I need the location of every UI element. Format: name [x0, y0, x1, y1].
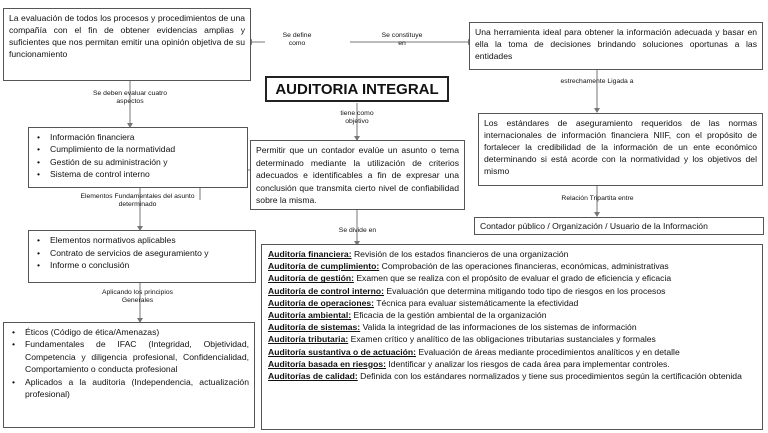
types-box: [261, 244, 763, 430]
type-term: Auditoría de control interno:: [268, 285, 385, 296]
type-desc: Examen que se realiza con el propósito de evaluar el grado de eficiencia y eficacia: [356, 273, 672, 284]
definition-text: La evaluación de todos los procesos y procedimientos de una compañía con el fin de obtener evidencias amplias y suficientes que nos permitan emitir una opinión objetiva de su funcionamiento: [9, 13, 245, 60]
aspect-item: • Gestión de su administración y: [50, 156, 242, 168]
type-row: [268, 346, 756, 358]
principle-item: • Aplicados a la auditoria (Independencia, actualización profesional): [25, 376, 249, 401]
type-term: Auditoría de sistemas:: [268, 322, 361, 333]
tripartite-text: Contador público / Organización / Usuario de la Información: [480, 221, 708, 231]
type-row: [268, 309, 756, 321]
type-desc: Revisión de los estados financieros de una organización: [353, 249, 569, 259]
element-item: • Informe o conclusión: [50, 259, 250, 272]
principles-label: Aplicando los principios Generales: [101, 289, 174, 304]
type-desc: Valida la integridad de las informaciones de los sistemas de información: [362, 322, 637, 333]
type-desc: Técnica para evaluar sistemáticamente la efectividad: [376, 297, 579, 308]
type-term: Auditoría financiera:: [268, 249, 352, 259]
type-term: Auditoría sustantiva o de actuación:: [268, 346, 417, 357]
type-row: [268, 248, 756, 260]
type-term: Auditoría tributaria:: [268, 334, 349, 345]
types-label: Se divide en: [338, 227, 377, 234]
constitution-box: [469, 22, 763, 70]
tripartite-box: [474, 217, 764, 235]
elements-box: [28, 230, 256, 283]
type-row: [268, 333, 756, 345]
principle-item: • Fundamentales de IFAC (Integridad, Objetividad, Competencia y diligencia profesional, Confidencialidad, Comportamiento o conducta profesional: [25, 338, 249, 375]
type-term: Auditoría de gestión:: [268, 273, 354, 284]
type-term: Auditoría de cumplimiento:: [268, 261, 380, 272]
type-row: [268, 260, 756, 272]
type-desc: Evaluación que determina mitigando todo tipo de riesgos en los procesos: [386, 285, 666, 296]
type-row: [268, 285, 756, 297]
linked-box: [478, 113, 763, 186]
aspect-item: • Información financiera: [50, 131, 242, 143]
elements-label: Elementos Fundamentales del asunto determinado: [80, 193, 195, 208]
type-row: [268, 297, 756, 309]
principles-box: [3, 322, 255, 428]
aspects-label: Se deben evaluar cuatro aspectos: [92, 90, 168, 105]
type-row: [268, 370, 756, 382]
type-term: Auditoría de operaciones:: [268, 297, 375, 308]
definition-box: [3, 8, 251, 81]
tripartite-label: Relación Tripartita entre: [561, 195, 634, 202]
type-desc: Identificar y analizar los riesgos de cada área para implementar controles.: [388, 358, 670, 369]
page-title: AUDITORIA INTEGRAL: [265, 76, 449, 102]
element-item: • Contrato de servicios de aseguramiento y: [50, 247, 250, 260]
objective-box: [250, 140, 465, 210]
objective-label: tiene como objetivo: [340, 110, 374, 125]
type-desc: Examen crítico y analítico de las obligaciones tributarias sustanciales y formales: [350, 334, 656, 345]
aspects-box: [28, 127, 248, 188]
type-row: [268, 272, 756, 284]
linked-label: estrechamente Ligada a: [560, 78, 634, 85]
type-term: Auditorías de calidad:: [268, 371, 358, 382]
linked-text: Los estándares de aseguramiento requeridos de las normas internacionales de información financiera NIIF, con el propósito de fortalecer la credibilidad de la información de un ente económico determinando si está acorde con la normatividad y los objetivos del mismo: [484, 118, 757, 177]
type-desc: Comprobación de las operaciones financieras, económicas, administrativas: [381, 261, 669, 272]
element-item: • Elementos normativos aplicables: [50, 234, 250, 247]
objective-text: Permitir que un contador evalúe un asunto o tema determinado mediante la utilización de criterios adecuados e identificables a fin de expresar una conclusión que transmita cierto nivel de confiabilidad sobre la misma.: [256, 145, 459, 206]
type-term: Auditoría ambiental:: [268, 310, 352, 321]
aspect-item: • Sistema de control interno: [50, 168, 242, 180]
definition-label: Se define como: [282, 32, 312, 47]
type-term: Auditoría basada en riesgos:: [268, 358, 386, 369]
type-desc: Evaluación de áreas mediante procedimientos analíticos y en detalle: [418, 346, 680, 357]
type-row: [268, 321, 756, 333]
constitution-label: Se constituye en: [381, 32, 423, 47]
type-row: [268, 358, 756, 370]
type-desc: Eficacia de la gestión ambiental de la organización: [353, 310, 547, 321]
principle-item: • Éticos (Código de ética/Amenazas): [25, 326, 249, 338]
aspect-item: • Cumplimiento de la normatividad: [50, 143, 242, 155]
type-desc: Definida con los estándares normalizados y tiene sus procedimientos según la certificación obtenida: [360, 371, 742, 382]
constitution-text: Una herramienta ideal para obtener la información adecuada y basar en ella la toma de decisiones brindando soluciones oportunas a las entidades: [475, 27, 757, 62]
